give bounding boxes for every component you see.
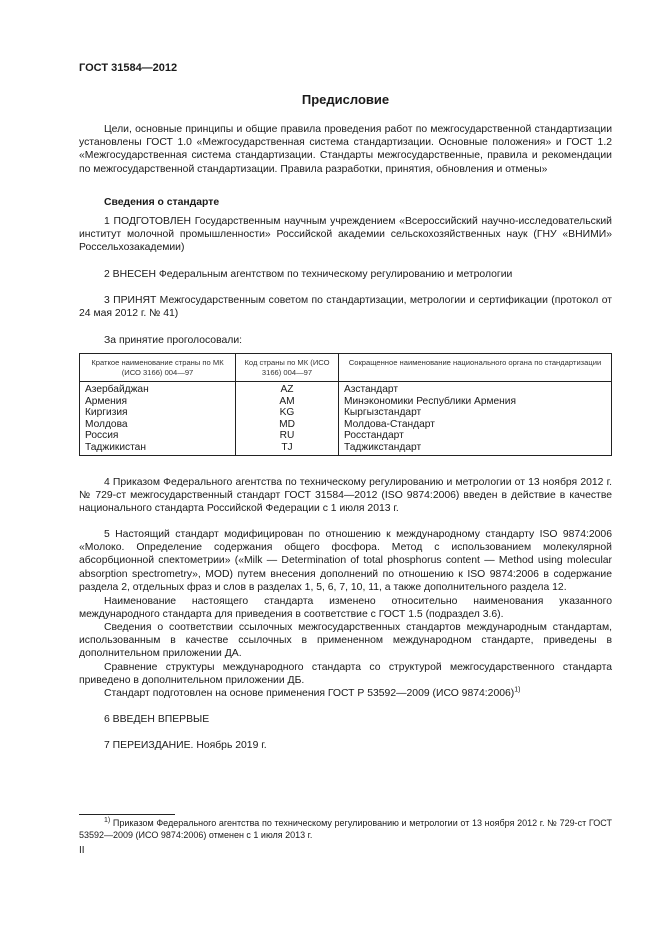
item-4-paragraph: 4 Приказом Федерального агентства по техническому регулированию и метрологии от 13 ноября 2012 г. № 729-ст межгосударственный стандарт ГОСТ 31584—2012 (ISO 9874:2006) введен в действие в качестве национального стандарта Российской Федерации с 1 июля 2013 г. [79,477,612,515]
body-cell: Азстандарт [339,382,612,396]
footnote-reference: 1) [514,686,521,694]
country-cell: Киргизия [80,407,236,419]
info-heading: Сведения о стандарте [104,197,220,208]
body-cell: Молдова-Стандарт [339,419,612,431]
votes-table [79,353,612,456]
body-cell: Таджикстандарт [339,442,612,455]
code-cell: KG [236,407,339,419]
item-2-paragraph: 2 ВНЕСЕН Федеральным агентством по техническому регулированию и метрологии [104,269,513,280]
item-5-structure: Сравнение структуры международного стандарта со структурой межгосударственного стандарта приведено в дополнительном приложении ДБ. [79,662,612,687]
item-7-paragraph: 7 ПЕРЕИЗДАНИЕ. Ноябрь 2019 г. [104,740,267,751]
document-code: ГОСТ 31584—2012 [79,62,178,74]
country-cell: Азербайджан [80,382,236,396]
item-6-paragraph: 6 ВВЕДЕН ВПЕРВЫЕ [104,714,210,725]
table-row [80,442,612,455]
footnote-mark: 1) [104,817,111,824]
body-cell: Минэкономики Республики Армения [339,396,612,408]
item-3-paragraph: 3 ПРИНЯТ Межгосударственным советом по стандартизации, метрологии и сертификации (протокол от 24 мая 2012 г. № 41) [79,295,612,320]
footnote-divider [79,814,175,815]
table-row [80,407,612,419]
table-row [80,419,612,431]
country-cell: Россия [80,430,236,442]
table-row [80,382,612,396]
item-5-references: Сведения о соответствии ссылочных межгосударственных стандартов международным стандартам, использованным в качестве ссылочных в примененном международном стандарте, приведены в дополнительном приложении ДА. [79,622,612,660]
body-cell: Кыргызстандарт [339,407,612,419]
footnote-text: Приказом Федерального агентства по техническому регулированию и метрологии от 13 ноября 2012 г. № 729-ст ГОСТ 53592—2009 (ИСО 9874:2006) отменен с 1 июля 2013 г. [79,818,612,840]
body-cell: Росстандарт [339,430,612,442]
column-header-body: Сокращенное наименование национального органа по стандартизации [339,354,612,382]
intro-paragraph: Цели, основные принципы и общие правила проведения работ по межгосударственной стандартизации установлены ГОСТ 1.0 «Межгосударственная система стандартизации. Основные положения» и ГОСТ 1.2 «Межгосударственная система стандартизации. Стандарты межгосударственные, правила и рекомендации по межгосударственной стандартизации. Правила разработки, принятия, обновления и отмены» [79,124,612,175]
country-cell: Армения [80,396,236,408]
item-5-basis [79,687,612,700]
table-header-row [80,354,612,382]
item-5-title-change: Наименование настоящего стандарта изменено относительно наименования указанного международного стандарта для приведения в соответствие с ГОСТ 1.5 (подраздел 3.6). [79,596,612,621]
code-cell: AM [236,396,339,408]
code-cell: MD [236,419,339,431]
votes-intro: За принятие проголосовали: [104,335,243,346]
code-cell: RU [236,430,339,442]
code-cell: TJ [236,442,339,455]
page-title: Предисловие [301,92,390,107]
item-5-basis-text: Стандарт подготовлен на основе применения ГОСТ Р 53592—2009 (ИСО 9874:2006) [104,688,515,699]
column-header-country: Краткое наименование страны по МК (ИСО 3166) 004—97 [80,354,236,382]
country-cell: Таджикистан [80,442,236,455]
code-cell: AZ [236,382,339,396]
country-cell: Молдова [80,419,236,431]
item-1-paragraph: 1 ПОДГОТОВЛЕН Государственным научным учреждением «Всероссийский научно-исследовательский институт молочной промышленности» Российской академии сельскохозяйственных наук (ГНУ «ВНИМИ» Россельхозакадемии) [79,216,612,254]
table-row [80,430,612,442]
table-row [80,396,612,408]
footnote [79,818,612,841]
column-header-code: Код страны по МК (ИСО 3166) 004—97 [236,354,339,382]
item-5-paragraph: 5 Настоящий стандарт модифицирован по отношению к международному стандарту ISO 9874:2006 «Молоко. Определение содержания общего фосфора. Метод с использованием молекулярной абсорбционной спектометрии» («Milk — Determination of total phosphorus content — Method using molecular absorption spectrometry», MOD) путем внесения дополнений по отношению к ISO 9874:2006 в содержание раздела 2, отдельных фраз и слов в разделах 1, 5, 6, 7, 10, 11, а также дополнительного раздела 12. [79,529,612,593]
page-number: II [79,845,85,856]
